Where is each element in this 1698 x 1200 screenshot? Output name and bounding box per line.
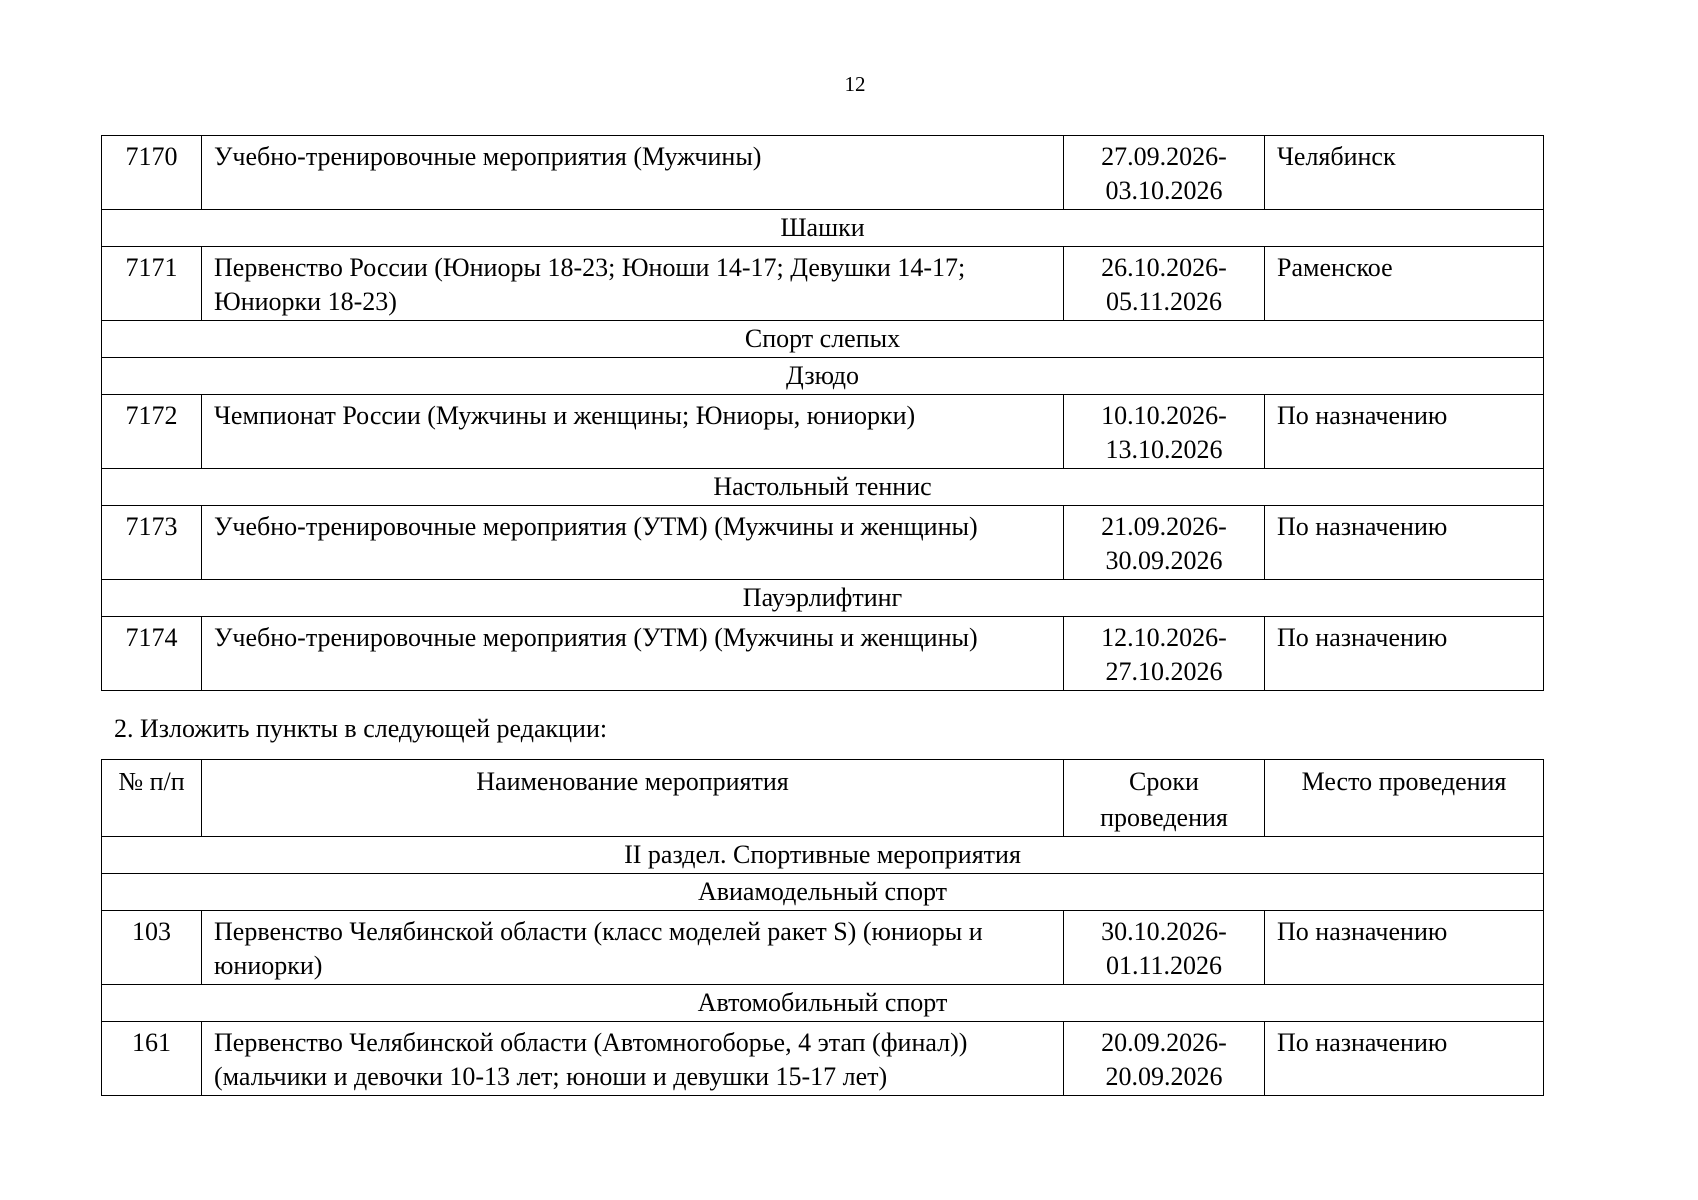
event-number: 161 (102, 1022, 202, 1096)
event-name: Учебно-тренировочные мероприятия (УТМ) (Мужчины и женщины) (202, 617, 1064, 691)
event-date-end: 27.10.2026 (1105, 657, 1223, 686)
event-dates (1064, 136, 1265, 210)
section-title: Настольный теннис (102, 469, 1544, 506)
event-date-start: 26.10.2026- (1101, 253, 1227, 282)
table-row (102, 1022, 1544, 1096)
event-date-end: 13.10.2026 (1105, 435, 1223, 464)
section-row (102, 469, 1544, 506)
table-row (102, 911, 1544, 985)
event-place: По назначению (1265, 395, 1544, 469)
intro-text: 2. Изложить пункты в следующей редакции: (114, 714, 608, 743)
event-number: 103 (102, 911, 202, 985)
section-row (102, 321, 1544, 358)
event-dates (1064, 911, 1265, 985)
table-row (102, 506, 1544, 580)
events-table-1 (101, 135, 1544, 691)
event-place: По назначению (1265, 1022, 1544, 1096)
event-name: Первенство Челябинской области (Автомногоборье, 4 этап (финал)) (мальчики и девочки 10-13 лет; юноши и девушки 15-17 лет) (202, 1022, 1064, 1096)
event-number: 7171 (102, 247, 202, 321)
event-number: 7170 (102, 136, 202, 210)
section-title: II раздел. Спортивные мероприятия (102, 837, 1544, 874)
header-name: Наименование мероприятия (202, 760, 1064, 837)
section-title: Шашки (102, 210, 1544, 247)
event-name: Первенство Челябинской области (класс моделей ракет S) (юниоры и юниорки) (202, 911, 1064, 985)
event-dates (1064, 506, 1265, 580)
event-number: 7173 (102, 506, 202, 580)
table-row (102, 136, 1544, 210)
section-row (102, 358, 1544, 395)
event-date-start: 10.10.2026- (1101, 401, 1227, 430)
section-row (102, 210, 1544, 247)
table-row (102, 247, 1544, 321)
event-name: Учебно-тренировочные мероприятия (УТМ) (Мужчины и женщины) (202, 506, 1064, 580)
event-date-start: 21.09.2026- (1101, 512, 1227, 541)
event-date-end: 20.09.2026 (1105, 1062, 1223, 1091)
event-name: Учебно-тренировочные мероприятия (Мужчины) (202, 136, 1064, 210)
event-number: 7174 (102, 617, 202, 691)
section-title: Автомобильный спорт (102, 985, 1544, 1022)
table-row (102, 617, 1544, 691)
section-title: Пауэрлифтинг (102, 580, 1544, 617)
event-place: По назначению (1265, 617, 1544, 691)
header-date: Сроки проведения (1064, 760, 1265, 837)
event-date-start: 27.09.2026- (1101, 142, 1227, 171)
section-row (102, 837, 1544, 874)
event-date-start: 20.09.2026- (1101, 1028, 1227, 1057)
page-number: 12 (844, 72, 866, 96)
event-place: По назначению (1265, 506, 1544, 580)
event-place: Раменское (1265, 247, 1544, 321)
event-date-end: 03.10.2026 (1105, 176, 1223, 205)
header-place: Место проведения (1265, 760, 1544, 837)
event-place: По назначению (1265, 911, 1544, 985)
section-row (102, 580, 1544, 617)
event-name: Чемпионат России (Мужчины и женщины; Юниоры, юниорки) (202, 395, 1064, 469)
event-date-end: 01.11.2026 (1105, 951, 1223, 980)
event-number: 7172 (102, 395, 202, 469)
event-dates (1064, 247, 1265, 321)
event-dates (1064, 395, 1265, 469)
events-table-2 (101, 759, 1544, 1096)
table-row (102, 395, 1544, 469)
section-title: Спорт слепых (102, 321, 1544, 358)
section-title: Дзюдо (102, 358, 1544, 395)
event-date-start: 30.10.2026- (1101, 917, 1227, 946)
event-date-end: 30.09.2026 (1105, 546, 1223, 575)
event-date-end: 05.11.2026 (1105, 287, 1223, 316)
events-table-1-body (102, 136, 1544, 691)
event-dates (1064, 1022, 1265, 1096)
section-title: Авиамодельный спорт (102, 874, 1544, 911)
section-row (102, 985, 1544, 1022)
header-num: № п/п (102, 760, 202, 837)
table-header-row (102, 760, 1544, 837)
event-place: Челябинск (1265, 136, 1544, 210)
event-name: Первенство России (Юниоры 18-23; Юноши 14-17; Девушки 14-17; Юниорки 18-23) (202, 247, 1064, 321)
event-date-start: 12.10.2026- (1101, 623, 1227, 652)
event-dates (1064, 617, 1265, 691)
events-table-2-body (102, 837, 1544, 1096)
section-row (102, 874, 1544, 911)
